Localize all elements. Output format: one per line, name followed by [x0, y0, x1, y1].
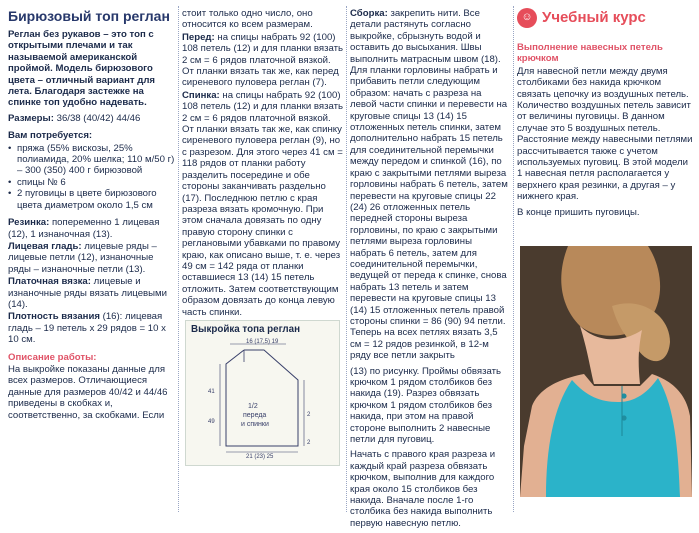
dim-right: 2	[307, 412, 311, 418]
photo-illustration	[520, 246, 692, 497]
front-label: переда	[243, 412, 267, 419]
back-label: и спинки	[241, 421, 269, 428]
sizes-label: Размеры:	[8, 112, 54, 124]
column-divider	[178, 6, 179, 512]
half-label: 1/2	[248, 403, 258, 410]
column-2	[182, 8, 343, 322]
column-1	[8, 8, 176, 425]
column-divider	[346, 6, 347, 512]
work-text: На выкройке показаны данные для всех размеров. Отличающиеся данные для размеров 40/42 и 44/46 приведены в скобках и, соответственно, за скобками. Если	[8, 363, 168, 421]
course-title: Учебный курс	[542, 9, 646, 27]
slit-instructions: Начать с правого края разреза и каждый край разреза обвязать крючком, выполнив для каждого края около 15 столбиков без накида. Вначале после 1-го столбика без накида выполнить первую навесную петлю.	[350, 449, 496, 529]
page-title: Бирюзовый топ реглан	[8, 8, 170, 24]
course-final: В конце пришить пуговицы.	[517, 206, 640, 218]
pattern-outline	[226, 350, 298, 446]
intro-text: Реглан без рукавов – это топ с открытыми плечами и так называемой американской проймой. Модель бирюзового цвета – отличный вариант для лета. Благодаря застежке на спинке топ удобно надевать.	[8, 29, 156, 109]
column-3	[350, 8, 509, 533]
column-divider	[513, 6, 514, 512]
list-item: • пряжа (55% вискозы, 25% полиамида, 20% шелка; 110 м/50 г) – 300 (350) 400 г бирюзовой	[8, 143, 176, 177]
materials-list	[8, 143, 176, 211]
armhole-instructions: (13) по рисунку. Проймы обвязать крючком 1 рядом столбиков без накида (19). Разрез обвязать крючком 1 рядом столбиков без накида, при этом на правой стороне выполнить 2 навесные петли для пуговиц.	[350, 365, 501, 446]
dim-left-a: 41	[208, 389, 215, 395]
course-header	[517, 8, 693, 28]
course-subheading: Выполнение навесных петель крючком	[517, 42, 663, 65]
course-logo-icon: ☺	[517, 8, 537, 28]
dim-left-b: 49	[208, 419, 215, 425]
dim-edge: 2	[307, 440, 311, 446]
work-heading: Описание работы:	[8, 351, 97, 363]
list-item: • спицы № 6	[8, 177, 176, 188]
rib-stitch: Резинка: попеременно 1 лицевая (12), 1 изнаночная (13).	[8, 217, 160, 240]
gauge: Плотность вязания (16): лицевая гладь – 19 петель x 29 рядов = 10 x 10 см.	[8, 311, 166, 346]
dim-top-label: 16 (17,5) 19	[246, 339, 279, 345]
materials-heading: Вам потребуется:	[8, 130, 93, 142]
course-text: Для навесной петли между двумя столбиками без накида крючком связать цепочку из воздушных петель. Количество воздушных петель зависит от величины пуговицы. В данном случае это 5 воздушных петель. Расстояние между навесными петлями рассчитывается также с учетом используемых пуговиц. В этой модели 1 навесная петля располагается у верхнего края резинки, а другая – у нижнего края.	[517, 65, 693, 203]
list-item: • 2 пуговицы в цвете бирюзового цвета диаметром около 1,5 см	[8, 188, 176, 211]
sizes-note: стоит только одно число, оно относится ко всем размерам.	[182, 8, 313, 31]
dim-bottom-label: 21 (23) 25	[246, 454, 274, 460]
stockinette-stitch: Лицевая гладь: лицевые ряды – лицевые петли (12), изнаночные ряды – изнаночные петли (13).	[8, 240, 157, 275]
pattern-diagram	[185, 320, 340, 466]
pattern-title: Выкройка топа реглан	[191, 324, 301, 335]
assembly-instructions: Сборка: закрепить нити. Все детали растянуть согласно выкройке, сбрызнуть водой и оставить до высыхания. Швы выполнить матрасным швом (18). Для планки горловины набрать и прибавить петли следующим образом: начать с разреза на левой части спинки и перевести на круговые спицы 13 (14) 15 отложенных петель спинки, затем дополнительно набрать 15 петель для соединительной перемычки между передом и спинкой (16), по краю с закрытыми петлями выреза горловины набрать 6 петель, затем перевести на круговые спицы 22 (24) 26 отложенных петель передней стороны выреза горловины, по краю с закрытыми петлями выреза горловины набрать 6 петель, затем для соединительной перемычки, ведущей от переда к спинке, снова набрать 13 петель и затем перевести на круговые спицы 13 (14) 15 отложенных петель правой стороны спинки = 86 (90) 94 петли. Теперь на всех петлях вязать 3,5 см = 12 рядов резинкой, в 12-м ряду все петли закрыть	[350, 8, 508, 362]
column-4	[517, 8, 693, 222]
model-photo	[520, 246, 692, 497]
pattern-schematic	[186, 338, 339, 458]
garter-stitch: Платочная вязка: лицевые и изнаночные ряды вязать лицевыми (14).	[8, 276, 167, 310]
back-instructions: Спинка: на спицы набрать 92 (100) 108 петель (12) и для планки вязать 2 см = 6 рядов платочной вязкой. От планки вязать так же, как спинку сиреневого пуловера реглан (9), но с разрезом. Для этого через 41 см = 118 рядов от планки работу разделить посередине и обе стороны заканчивать раздельно (17). Последнюю петлю с края разреза вязать кромочную. При этом сначала довязать по одну правую сторону спинки с реглановыми убавками по правому краю, как описано выше, т. е. через 49 см = 142 ряда от планки оставшиеся 13 (14) 15 петель отложить. Затем соответствующим образом довязать до конца левую часть спинки.	[182, 89, 344, 318]
sizes	[8, 113, 176, 124]
front-instructions: Перед: на спицы набрать 92 (100) 108 петель (12) и для планки вязать 2 см = 6 рядов платочной вязкой. От планки вязать так же, как перед сиреневого пуловера реглан (7).	[182, 31, 344, 89]
sizes-value: 36/38 (40/42) 44/46	[56, 112, 141, 124]
